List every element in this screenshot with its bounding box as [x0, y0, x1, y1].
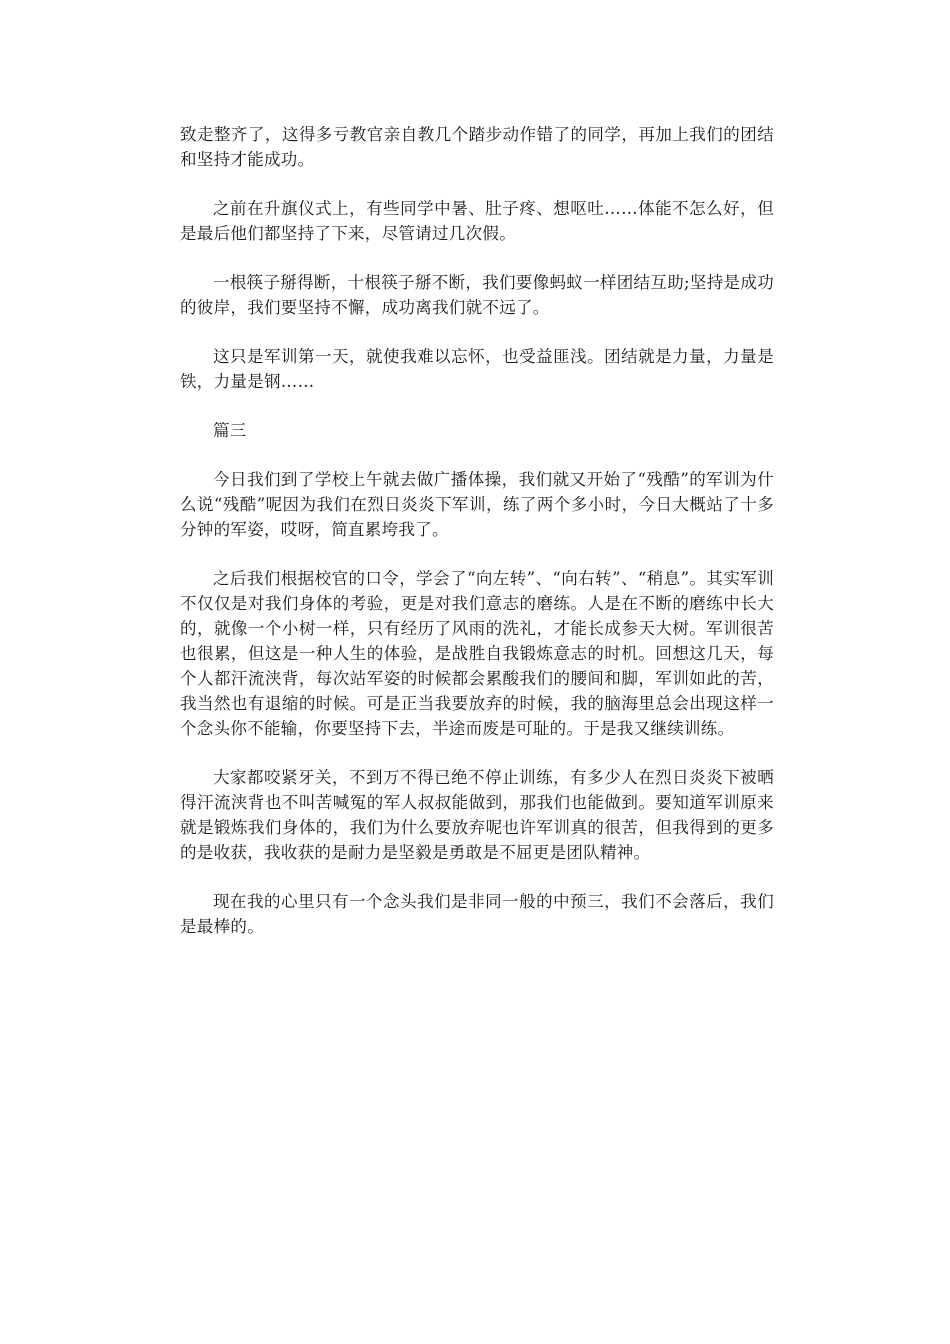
paragraph: 今日我们到了学校上午就去做广播体操，我们就又开始了“残酷”的军训为什么说“残酷”呢因为我们在烈日炎炎下军训，练了两个多小时，今日大概站了十多分钟的军姿，哎呀，简直累垮我了。 [180, 470, 774, 539]
paragraph: 之前在升旗仪式上，有些同学中暑、肚子疼、想呕吐……体能不怎么好，但是最后他们都坚持了下来，尽管请过几次假。 [180, 199, 774, 243]
document-body [180, 122, 774, 963]
paragraph: 致走整齐了，这得多亏教官亲自教几个踏步动作错了的同学，再加上我们的团结和坚持才能成功。 [180, 125, 774, 169]
paragraph: 一根筷子掰得断，十根筷子掰不断，我们要像蚂蚁一样团结互助;坚持是成功的彼岸，我们要坚持不懈，成功离我们就不远了。 [180, 273, 774, 317]
paragraph: 大家都咬紧牙关，不到万不得已绝不停止训练，有多少人在烈日炎炎下被晒得汗流浃背也不叫苦喊冤的军人叔叔能做到，那我们也能做到。要知道军训原来就是锻炼我们身体的，我们为什么要放弃呢也许军训真的很苦，但我得到的更多的是收获，我收获的是耐力是坚毅是勇敢是不屈更是团队精神。 [180, 768, 774, 862]
section-heading: 篇三 [213, 421, 247, 440]
paragraph: 之后我们根据校官的口令，学会了“向左转”、“向右转”、“稍息”。其实军训不仅仅是对我们身体的考验，更是对我们意志的磨练。人是在不断的磨练中长大的，就像一个小树一样，只有经历了风雨的洗礼，才能长成参天大树。军训很苦也很累，但这是一种人生的体验，是战胜自我锻炼意志的时机。回想这几天，每个人都汗流浃背，每次站军姿的时候都会累酸我们的腰间和脚，军训如此的苦，我当然也有退缩的时候。可是正当我要放弃的时候，我的脑海里总会出现这样一个念头你不能输，你要坚持下去，半途而废是可耻的。于是我又继续训练。 [180, 569, 774, 738]
paragraph: 这只是军训第一天，就使我难以忘怀，也受益匪浅。团结就是力量，力量是铁，力量是钢…… [180, 347, 774, 391]
paragraph: 现在我的心里只有一个念头我们是非同一般的中预三，我们不会落后，我们是最棒的。 [180, 892, 774, 936]
